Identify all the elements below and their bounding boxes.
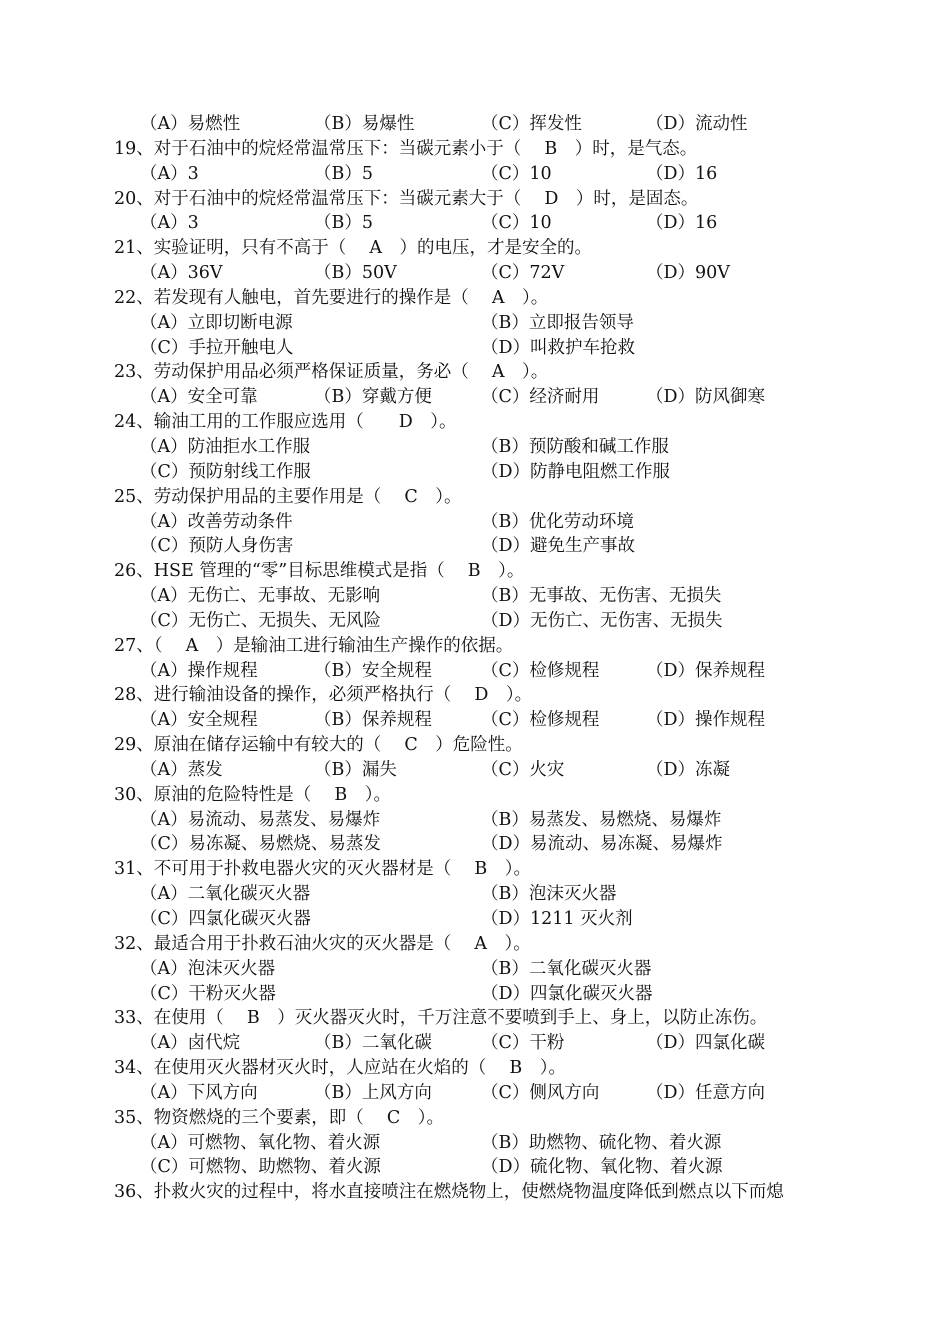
option-c: （C）侧风方向	[481, 1082, 600, 1103]
question-line: 27、（ A ）是输油工进行输油生产操作的依据。	[114, 635, 514, 656]
option-a: （A）安全规程	[140, 710, 258, 731]
option-a: （A）无伤亡、无事故、无影响	[140, 586, 381, 607]
options-line	[0, 808, 950, 833]
option-a: （A）二氧化碳灭火器	[140, 884, 311, 905]
options-line	[0, 112, 950, 137]
option-d: （D）防静电阻燃工作服	[481, 461, 671, 482]
question-line: 23、劳动保护用品必须严格保证质量，务必（ A ）。	[114, 362, 549, 383]
options-line	[0, 832, 950, 857]
option-a: （A）安全可靠	[140, 387, 258, 408]
question-line: 28、进行输油设备的操作，必须严格执行（ D ）。	[114, 685, 533, 706]
option-b: （B）易蒸发、易燃烧、易爆炸	[481, 809, 722, 830]
option-c: （C）干粉	[481, 1033, 565, 1054]
option-d: （D）保养规程	[646, 660, 766, 681]
option-a: （A）立即切断电源	[140, 312, 293, 333]
option-a: （A）3	[140, 163, 199, 184]
option-a: （A）3	[140, 213, 199, 234]
option-d: （D）硫化物、氧化物、着火源	[481, 1157, 723, 1178]
option-d: （D）四氯化碳灭火器	[481, 983, 653, 1004]
question-line: 24、输油工用的工作服应选用（ D ）。	[114, 412, 457, 433]
question-line: 29、原油在储存运输中有较大的（ C ）危险性。	[114, 735, 523, 756]
options-line	[0, 982, 950, 1007]
option-b: （B）易爆性	[314, 114, 415, 134]
option-c: （C）无伤亡、无损失、无风险	[140, 610, 381, 631]
question-line: 20、对于石油中的烷烃常温常压下：当碳元素大于（ D ）时，是固态。	[114, 188, 699, 209]
option-c: （C）10	[481, 163, 552, 184]
option-c: （C）可燃物、助燃物、着火源	[140, 1157, 381, 1178]
option-b: （B）无事故、无伤害、无损失	[481, 586, 722, 607]
option-c: （C）挥发性	[481, 114, 582, 134]
option-c: （C）火灾	[481, 759, 565, 780]
option-c: （C）干粉灭火器	[140, 983, 276, 1004]
option-b: （B）穿戴方便	[314, 387, 432, 408]
options-line	[0, 534, 950, 559]
options-line	[0, 261, 950, 286]
option-b: （B）二氧化碳灭火器	[481, 958, 652, 979]
option-b: （B）上风方向	[314, 1082, 432, 1103]
option-b: （B）预防酸和碱工作服	[481, 436, 669, 457]
question-line: 36、扑救火灾的过程中，将水直接喷注在燃烧物上，使燃烧物温度降低到燃点以下而熄	[114, 1182, 784, 1203]
option-b: （B）立即报告领导	[481, 312, 634, 333]
option-a: （A）蒸发	[140, 759, 223, 780]
question-line: 31、不可用于扑救电器火灾的灭火器材是（ B ）。	[114, 859, 531, 880]
options-line	[0, 311, 950, 336]
question-line: 22、若发现有人触电，首先要进行的操作是（ A ）。	[114, 287, 549, 308]
option-d: （D）叫救护车抢救	[481, 337, 636, 358]
option-a: （A）防油拒水工作服	[140, 436, 311, 457]
option-c: （C）10	[481, 213, 552, 234]
option-b: （B）安全规程	[314, 660, 432, 681]
question-line: 19、对于石油中的烷烃常温常压下：当碳元素小于（ B ）时，是气态。	[114, 138, 698, 159]
option-a: （A）卤代烷	[140, 1033, 241, 1054]
option-b: （B）保养规程	[314, 710, 432, 731]
option-c: （C）手拉开触电人	[140, 337, 294, 358]
option-d: （D）流动性	[646, 114, 748, 134]
option-d: （D）任意方向	[646, 1082, 766, 1103]
question-line: 33、在使用（ B ）灭火器灭火时，千万注意不要喷到手上、身上，以防止冻伤。	[114, 1008, 768, 1029]
options-line	[0, 510, 950, 535]
options-line	[0, 211, 950, 236]
option-d: （D）冻凝	[646, 759, 731, 780]
options-line	[0, 659, 950, 684]
option-c: （C）检修规程	[481, 710, 600, 731]
option-d: （D）操作规程	[646, 710, 766, 731]
option-b: （B）泡沫灭火器	[481, 884, 617, 905]
question-line: 26、HSE 管理的“零”目标思维模式是指（ B ）。	[114, 561, 525, 582]
option-a: （A）改善劳动条件	[140, 511, 293, 532]
option-d: （D）1211 灭火剂	[481, 909, 633, 929]
option-d: （D）防风御寒	[646, 387, 766, 408]
question-line: 34、在使用灭火器材灭火时，人应站在火焰的（ B ）。	[114, 1058, 566, 1079]
option-a: （A）易流动、易蒸发、易爆炸	[140, 809, 381, 830]
option-a: （A）操作规程	[140, 660, 258, 681]
option-d: （D）避免生产事故	[481, 536, 636, 557]
option-d: （D）16	[646, 163, 718, 184]
option-c: （C）72V	[481, 263, 565, 284]
options-line	[0, 460, 950, 485]
question-line: 30、原油的危险特性是（ B ）。	[114, 784, 391, 805]
option-b: （B）助燃物、硫化物、着火源	[481, 1132, 722, 1153]
question-line: 25、劳动保护用品的主要作用是（ C ）。	[114, 486, 462, 507]
options-line	[0, 882, 950, 907]
options-line	[0, 1131, 950, 1156]
option-a: （A）易燃性	[140, 114, 241, 134]
option-c: （C）四氯化碳灭火器	[140, 909, 311, 929]
option-a: （A）可燃物、氧化物、着火源	[140, 1132, 381, 1153]
options-line	[0, 1031, 950, 1056]
options-line	[0, 584, 950, 609]
options-line	[0, 1081, 950, 1106]
option-b: （B）二氧化碳	[314, 1033, 432, 1054]
option-d: （D）无伤亡、无伤害、无损失	[481, 610, 723, 631]
option-b: （B）5	[314, 213, 373, 234]
option-c: （C）预防人身伤害	[140, 536, 294, 557]
options-line	[0, 336, 950, 361]
options-line	[0, 435, 950, 460]
options-line	[0, 1155, 950, 1180]
question-line: 32、最适合用于扑救石油火灾的灭火器是（ A ）。	[114, 933, 531, 954]
question-line: 21、实验证明，只有不高于（ A ）的电压，才是安全的。	[114, 238, 592, 259]
options-line	[0, 957, 950, 982]
option-c: （C）预防射线工作服	[140, 461, 311, 482]
question-line: 35、物资燃烧的三个要素，即（ C ）。	[114, 1107, 444, 1128]
option-d: （D）易流动、易冻凝、易爆炸	[481, 834, 723, 855]
options-line	[0, 907, 950, 932]
options-line	[0, 609, 950, 634]
options-line	[0, 708, 950, 733]
document-page	[0, 112, 950, 1205]
option-b: （B）50V	[314, 263, 397, 284]
options-line	[0, 162, 950, 187]
option-b: （B）漏失	[314, 759, 397, 780]
option-d: （D）16	[646, 213, 718, 234]
option-b: （B）5	[314, 163, 373, 184]
option-a: （A）下风方向	[140, 1082, 258, 1103]
option-d: （D）90V	[646, 263, 730, 284]
option-d: （D）四氯化碳	[646, 1033, 766, 1054]
option-c: （C）检修规程	[481, 660, 600, 681]
options-line	[0, 758, 950, 783]
option-a: （A）36V	[140, 263, 223, 284]
option-c: （C）易冻凝、易燃烧、易蒸发	[140, 834, 381, 855]
options-line	[0, 385, 950, 410]
option-b: （B）优化劳动环境	[481, 511, 634, 532]
option-c: （C）经济耐用	[481, 387, 600, 408]
option-a: （A）泡沫灭火器	[140, 958, 276, 979]
